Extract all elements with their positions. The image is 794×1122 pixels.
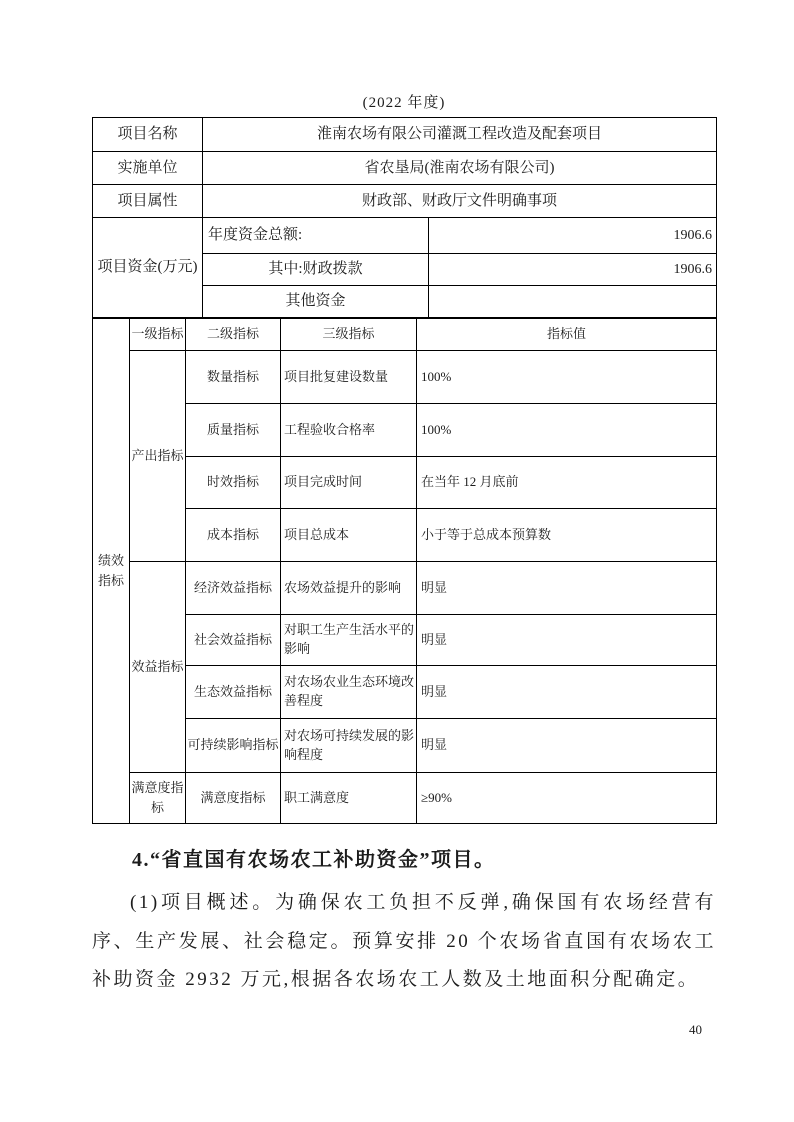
header-cell: 指标值	[417, 319, 717, 351]
indicator-value-cell: 明显	[417, 719, 717, 773]
level1-cell: 满意度指标	[130, 773, 186, 824]
info-value-cell: 省农垦局(淮南农场有限公司)	[203, 152, 717, 185]
info-value-cell: 财政部、财政厅文件明确事项	[203, 185, 717, 218]
level3-cell: 对农场农业生态环境改善程度	[281, 666, 417, 719]
funds-amount-cell: 1906.6	[429, 254, 717, 286]
indicator-value-cell: 小于等于总成本预算数	[417, 509, 717, 562]
header-cell: 一级指标	[130, 319, 186, 351]
page-title: (2022 年度)	[362, 95, 446, 111]
level3-cell: 职工满意度	[281, 773, 417, 824]
info-label-cell: 实施单位	[93, 152, 203, 185]
funds-amount-cell	[429, 286, 717, 318]
indicator-value-cell: 100%	[417, 351, 717, 404]
level2-cell: 可持续影响指标	[186, 719, 281, 773]
level2-cell: 社会效益指标	[186, 615, 281, 666]
level2-cell: 满意度指标	[186, 773, 281, 824]
level2-cell: 生态效益指标	[186, 666, 281, 719]
level3-cell: 农场效益提升的影响	[281, 562, 417, 615]
level2-cell: 质量指标	[186, 404, 281, 457]
indicator-value-cell: 明显	[417, 666, 717, 719]
project-overview-paragraph: (1)项目概述。为确保农工负担不反弹,确保国有农场经营有序、生产发展、社会稳定。预算安排 20 个农场省直国有农场农工补助资金 2932 万元,根据各农场农工人数及土地面积分配确定。	[92, 892, 716, 990]
funds-item-cell: 其他资金	[203, 286, 429, 318]
indicator-value-cell: ≥90%	[417, 773, 717, 824]
info-value-cell: 淮南农场有限公司灌溉工程改造及配套项目	[203, 118, 717, 152]
level3-cell: 对农场可持续发展的影响程度	[281, 719, 417, 773]
project-info-table	[92, 117, 717, 318]
indicator-value-cell: 在当年 12 月底前	[417, 457, 717, 509]
header-cell: 三级指标	[281, 319, 417, 351]
level1-cell: 产出指标	[130, 351, 186, 562]
level2-cell: 数量指标	[186, 351, 281, 404]
header-cell: 二级指标	[186, 319, 281, 351]
info-label-cell: 项目属性	[93, 185, 203, 218]
funds-item-cell: 年度资金总额:	[203, 218, 429, 254]
info-label-cell: 项目名称	[93, 118, 203, 152]
funds-item-cell: 其中:财政拨款	[203, 254, 429, 286]
funds-amount-cell: 1906.6	[429, 218, 717, 254]
indicator-value-cell: 明显	[417, 562, 717, 615]
indicator-value-cell: 100%	[417, 404, 717, 457]
level3-cell: 项目总成本	[281, 509, 417, 562]
level2-cell: 时效指标	[186, 457, 281, 509]
section-heading: 4.“省直国有农场农工补助资金”项目。	[132, 849, 496, 871]
level3-cell: 项目批复建设数量	[281, 351, 417, 404]
level3-cell: 项目完成时间	[281, 457, 417, 509]
indicator-value-cell: 明显	[417, 615, 717, 666]
level3-cell: 对职工生产生活水平的影响	[281, 615, 417, 666]
performance-indicator-table	[92, 318, 717, 824]
level2-cell: 经济效益指标	[186, 562, 281, 615]
level2-cell: 成本指标	[186, 509, 281, 562]
page-number: 40	[689, 1022, 702, 1037]
level3-cell: 工程验收合格率	[281, 404, 417, 457]
level1-cell: 效益指标	[130, 562, 186, 773]
side-label-cell: 绩效指标	[93, 319, 130, 824]
funds-label-cell: 项目资金(万元)	[93, 218, 203, 318]
